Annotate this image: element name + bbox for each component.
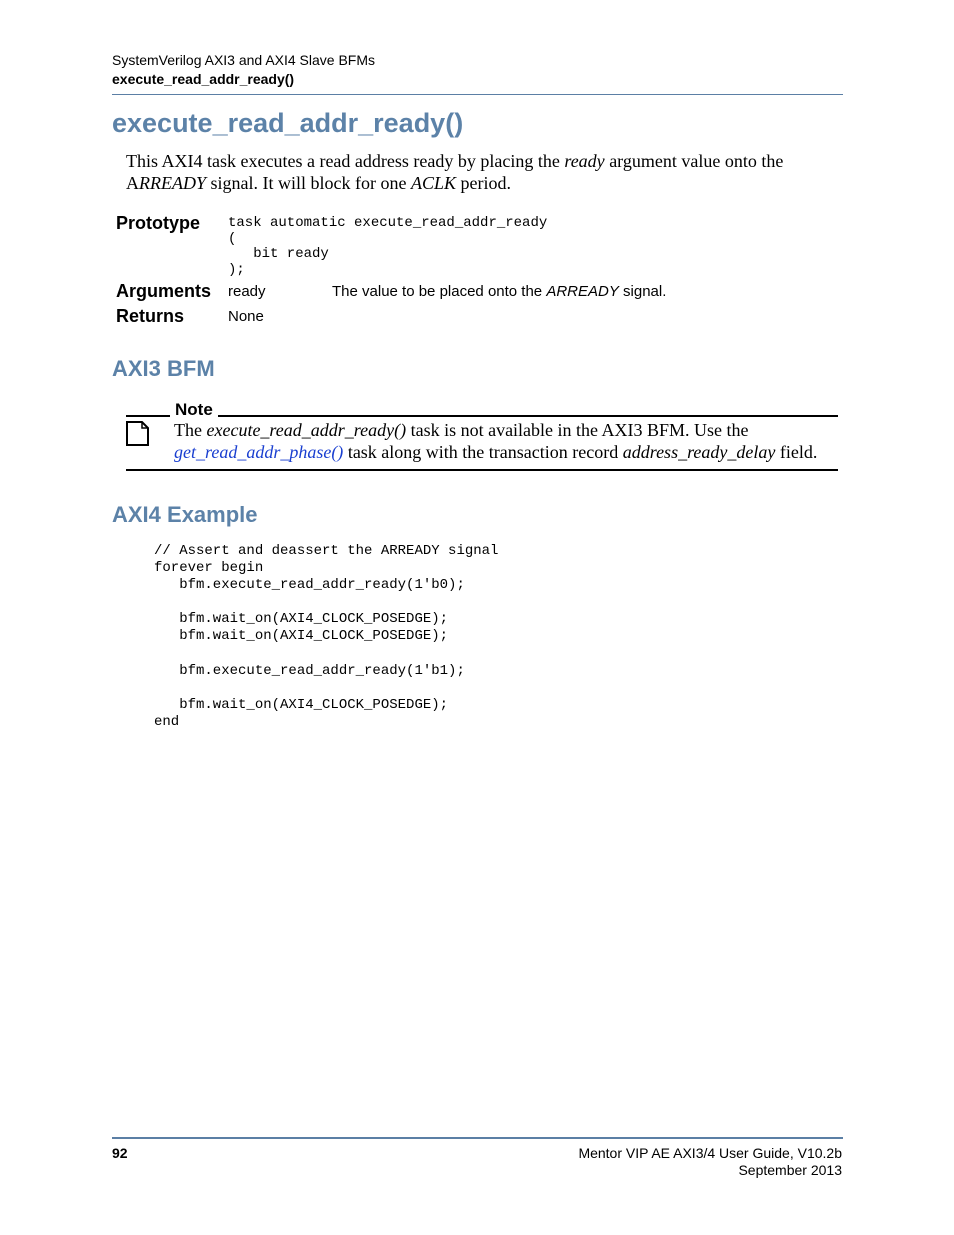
returns-label: Returns — [116, 306, 185, 326]
header-rule — [112, 94, 843, 95]
page-title: execute_read_addr_ready() — [112, 108, 464, 138]
section-heading-axi4: AXI4 Example — [112, 502, 258, 527]
note-top-rule-left — [126, 415, 170, 417]
prototype-label: Prototype — [116, 213, 201, 233]
page-number: 92 — [112, 1145, 128, 1161]
get-read-addr-phase-link[interactable]: get_read_addr_phase() — [174, 442, 344, 462]
running-header-chapter: SystemVerilog AXI3 and AXI4 Slave BFMs — [112, 52, 376, 68]
argument-description: The value to be placed onto the ARREADY signal. — [332, 283, 667, 300]
arguments-label: Arguments — [116, 281, 212, 301]
note-title: Note — [172, 400, 216, 420]
note-top-rule-right — [218, 415, 838, 417]
note-page-icon — [126, 421, 150, 447]
returns-value: None — [228, 308, 264, 325]
argument-name: ready — [228, 283, 266, 300]
section-heading-axi3: AXI3 BFM — [112, 356, 215, 381]
intro-paragraph: This AXI4 task executes a read address ready by placing the ready argument value onto the ARREADY signal. It will block for one ACLK period. — [126, 151, 784, 193]
footer-date: September 2013 — [738, 1162, 842, 1178]
axi4-example-code: // Assert and deassert the ARREADY signal forever begin bfm.execute_read_addr_ready(1'b0); bfm.wait_on(AXI4_CLOCK_POSEDGE); bfm.wait_on(AXI4_CLOCK_POSEDGE); bfm.execute_read_addr_ready(1'b1); bfm.wait_on(AXI4_CLOCK_POSEDGE); end — [154, 543, 499, 730]
note-bottom-rule — [126, 469, 838, 471]
footer-info — [578, 1145, 842, 1179]
note-text: The execute_read_addr_ready() task is not available in the AXI3 BFM. Use the get_read_addr_phase() task along with the transaction record address_ready_delay field. — [174, 420, 818, 462]
footer-guide: Mentor VIP AE AXI3/4 User Guide, V10.2b — [578, 1145, 842, 1161]
running-header-section: execute_read_addr_ready() — [112, 71, 295, 87]
footer-rule — [112, 1137, 843, 1139]
prototype-code: task automatic execute_read_addr_ready ( bit ready ); — [228, 215, 548, 278]
